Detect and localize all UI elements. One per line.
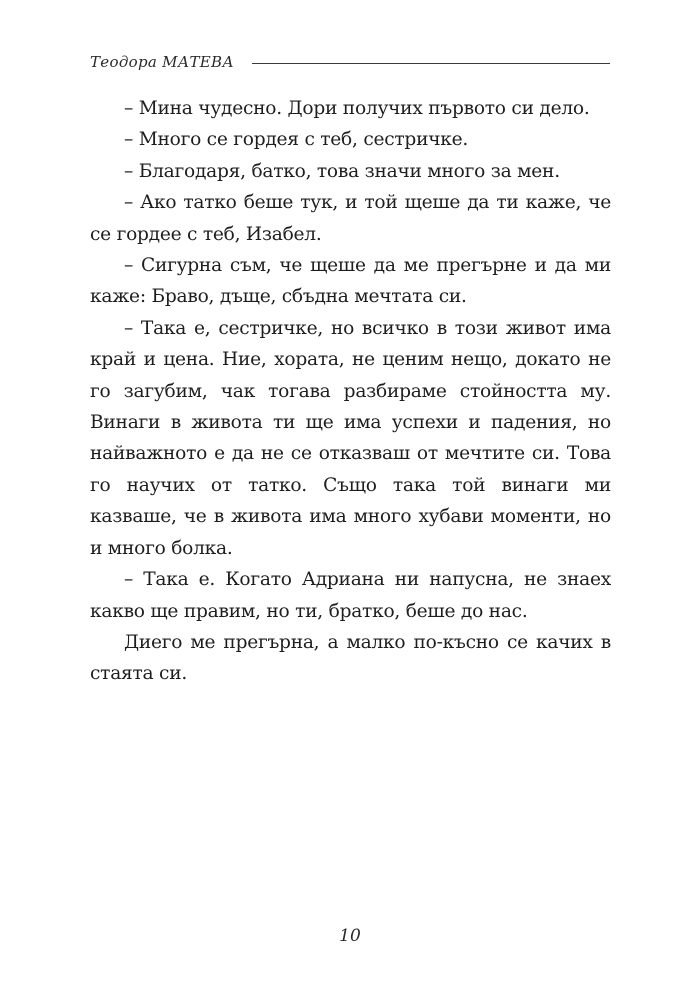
paragraph: Диего ме прегърна, а малко по-късно се качих в стаята си. bbox=[90, 631, 611, 685]
body-text bbox=[90, 93, 611, 690]
running-header bbox=[90, 50, 610, 74]
page-number: 10 bbox=[339, 926, 361, 946]
header-rule bbox=[252, 63, 610, 64]
paragraph: – Ако татко беше тук, и той щеше да ти каже, че се гордее с теб, Изабел. bbox=[90, 192, 611, 245]
paragraph: – Благодаря, батко, това значи много за мен. bbox=[124, 160, 560, 182]
paragraph: – Сигурна съм, че щеше да ме прегърне и да ми каже: Браво, дъще, сбъдна мечтата си. bbox=[90, 255, 611, 308]
paragraph: – Така е, сестричке, но всичко в този живот има край и цена. Ние, хората, не ценим нещо, докато не го загубим, чак тогава разбираме стойността му. Винаги в живота ти ще има успехи и падения, но найважното е да не се отказваш от мечтите си. Това го научих от татко. Също така той винаги ми казваше, че в живота има много хубави моменти, но и много болка. bbox=[90, 317, 611, 559]
paragraph: – Мина чудесно. Дори получих първото си дело. bbox=[124, 98, 590, 119]
header-author: Теодора МАТЕВА bbox=[90, 53, 235, 71]
paragraph: – Много се гордея с теб, сестричке. bbox=[124, 129, 469, 151]
paragraph: – Така е. Когато Адриана ни напусна, не знаех какво ще правим, но ти, братко, беше до нас. bbox=[90, 569, 611, 622]
